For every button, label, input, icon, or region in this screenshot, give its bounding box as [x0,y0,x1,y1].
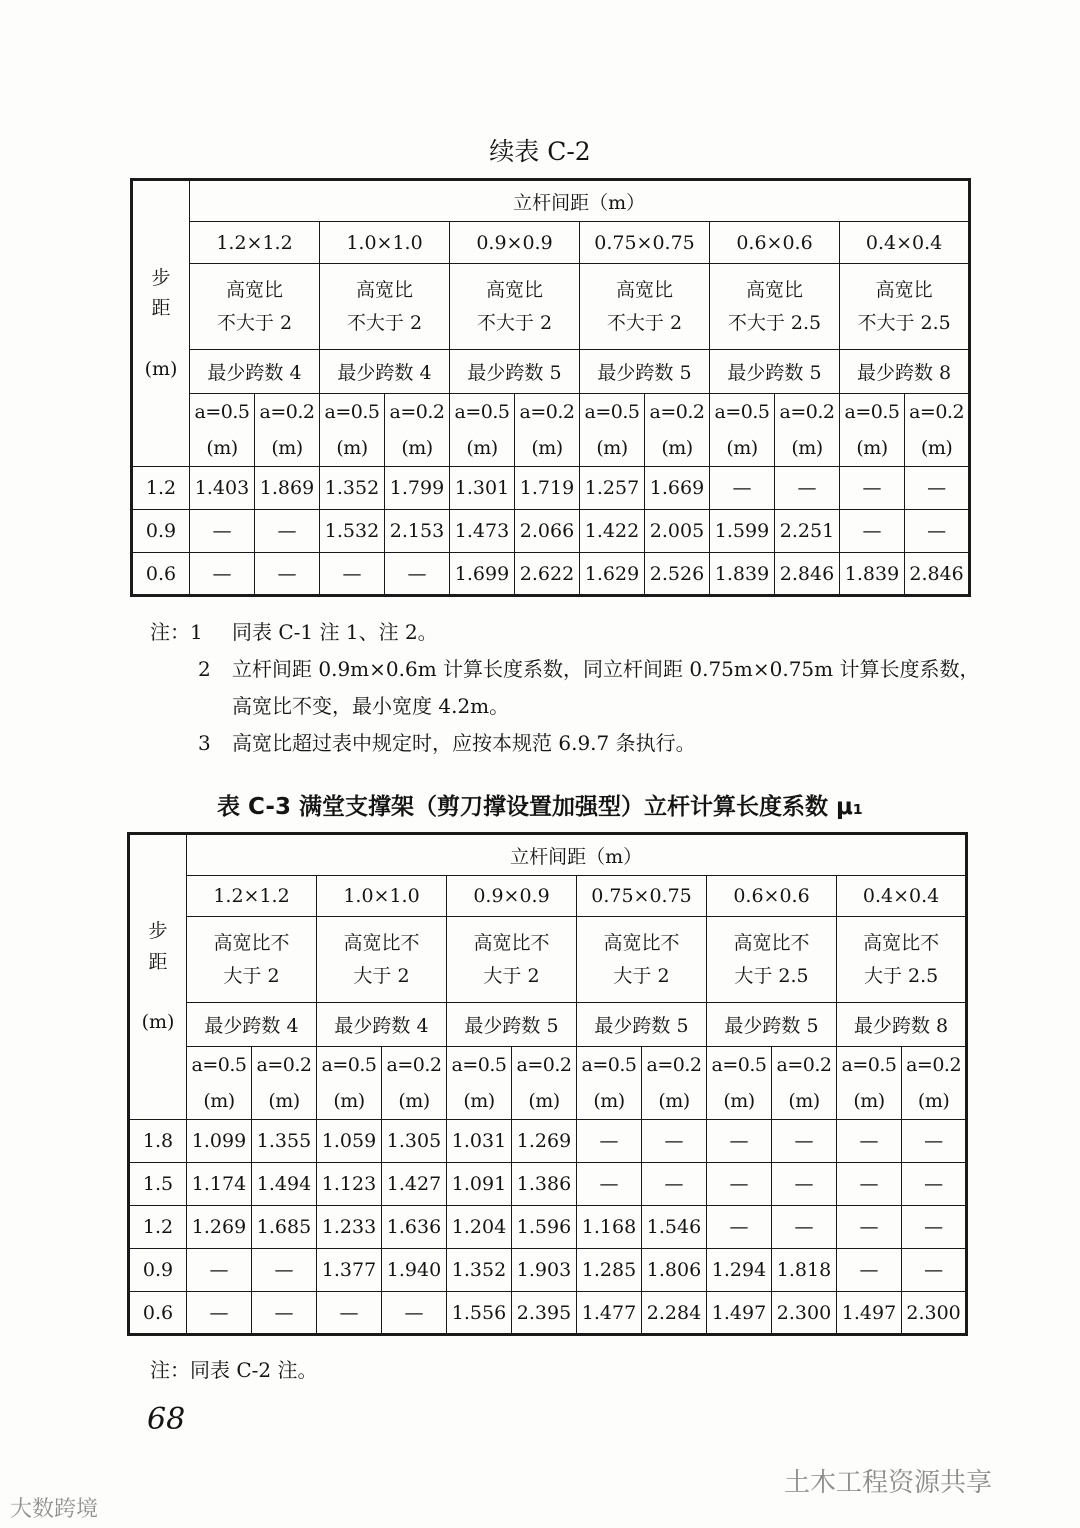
unit-label: (m) [385,430,450,467]
note-number: 注：1 [150,620,203,644]
min-span-count: 最少跨数 5 [447,1003,577,1047]
table-cell: 1.301 [450,467,515,510]
spacing-header: 立杆间距（m） [187,834,967,876]
step-value: 1.5 [129,1163,187,1206]
a-label: a=0.2 [512,1047,577,1083]
table-cell: 1.669 [645,467,710,510]
table-cell: — [837,1249,902,1292]
spacing-value: 1.0×1.0 [317,876,447,917]
a-label: a=0.5 [580,394,645,430]
table-cell: 1.494 [252,1163,317,1206]
table-cell: 2.846 [905,553,970,596]
table-cell: 2.526 [645,553,710,596]
unit-label: (m) [450,430,515,467]
table-cell: — [252,1249,317,1292]
header-row-a-labels [132,394,970,430]
table-cell: 1.556 [447,1292,512,1335]
table-cell: 1.091 [447,1163,512,1206]
table-cell: — [902,1120,967,1163]
unit-label: (m) [775,430,840,467]
min-span-count: 最少跨数 4 [187,1003,317,1047]
min-span-count: 最少跨数 8 [840,350,970,394]
table-cell: 1.477 [577,1292,642,1335]
table-cell: 1.839 [710,553,775,596]
table-cell: 1.099 [187,1120,252,1163]
table-cell: 1.352 [320,467,385,510]
note-text: 高宽比超过表中规定时，应按本规范 6.9.7 条执行。 [232,731,696,755]
min-span-count: 最少跨数 4 [190,350,320,394]
table-cell: 1.204 [447,1206,512,1249]
table-cell: 1.377 [317,1249,382,1292]
table-cell: 1.427 [382,1163,447,1206]
unit-label: (m) [772,1083,837,1120]
unit-label: (m) [840,430,905,467]
table-cell: — [255,510,320,553]
min-span-count: 最少跨数 5 [450,350,580,394]
spacing-value: 0.9×0.9 [450,222,580,264]
table-cell: — [840,467,905,510]
a-label: a=0.2 [515,394,580,430]
header-row-ratios [132,264,970,350]
table-cell: 1.719 [515,467,580,510]
table-cell: 1.806 [642,1249,707,1292]
min-span-count: 最少跨数 4 [320,350,450,394]
unit-label: (m) [255,430,320,467]
aspect-ratio-limit: 高宽比 不大于 2.5 [840,264,970,350]
a-label: a=0.5 [187,1047,252,1083]
table-cell: 1.497 [837,1292,902,1335]
table2 [127,832,968,1336]
table-cell: 1.285 [577,1249,642,1292]
aspect-ratio-limit: 高宽比 不大于 2 [580,264,710,350]
table-cell: 2.066 [515,510,580,553]
table-cell: — [317,1292,382,1335]
min-span-count: 最少跨数 5 [710,350,840,394]
aspect-ratio-limit: 高宽比不 大于 2.5 [837,917,967,1003]
note-text: 立杆间距 0.9m×0.6m 计算长度系数，同立杆间距 0.75m×0.75m 计算长度系数，高宽比不变，最小宽度 4.2m。 [232,657,980,718]
header-row-units [132,430,970,467]
table-cell: 1.599 [710,510,775,553]
table-cell: — [190,510,255,553]
a-label: a=0.2 [645,394,710,430]
note-item [150,651,980,725]
unit-label: (m) [580,430,645,467]
a-label: a=0.5 [190,394,255,430]
unit-label: (m) [382,1083,447,1120]
table-cell: 1.269 [512,1120,577,1163]
note-number: 2 [198,657,211,681]
note-item [150,614,980,651]
table-cell: — [905,510,970,553]
table-cell: 1.497 [707,1292,772,1335]
table-row [129,1249,967,1292]
step-value: 1.2 [129,1206,187,1249]
spacing-value: 0.75×0.75 [580,222,710,264]
table-cell: — [772,1120,837,1163]
note-text: 同表 C-1 注 1、注 2。 [232,620,438,644]
table-cell: 1.168 [577,1206,642,1249]
table-cell: — [385,553,450,596]
table-row [129,1120,967,1163]
table-cell: — [190,553,255,596]
table-cell: 1.422 [580,510,645,553]
table-cell: — [902,1206,967,1249]
step-label: 步 距 (m) [132,180,190,467]
table-cell: 1.869 [255,467,320,510]
table-cell: — [837,1120,902,1163]
header-row-spacing [129,834,967,876]
table-row [132,553,970,596]
min-span-count: 最少跨数 8 [837,1003,967,1047]
unit-label: (m) [447,1083,512,1120]
table-cell: — [187,1249,252,1292]
header-row-a-labels [129,1047,967,1083]
table-cell: 2.284 [642,1292,707,1335]
a-label: a=0.5 [317,1047,382,1083]
table-cell: — [255,553,320,596]
table-cell: 1.818 [772,1249,837,1292]
table-cell: 2.395 [512,1292,577,1335]
table-cell: — [707,1163,772,1206]
spacing-value: 0.6×0.6 [707,876,837,917]
step-value: 0.9 [132,510,190,553]
unit-label: (m) [512,1083,577,1120]
table-row [132,467,970,510]
table-cell: 1.839 [840,553,905,596]
table-cell: 1.940 [382,1249,447,1292]
spacing-value: 0.75×0.75 [577,876,707,917]
header-row-spacing [132,180,970,222]
unit-label: (m) [707,1083,772,1120]
table-cell: — [775,467,840,510]
table-cell: 1.174 [187,1163,252,1206]
a-label: a=0.2 [902,1047,967,1083]
aspect-ratio-limit: 高宽比 不大于 2 [320,264,450,350]
unit-label: (m) [645,430,710,467]
watermark-left: 大数跨境 [10,1497,99,1522]
table-cell: 1.233 [317,1206,382,1249]
aspect-ratio-limit: 高宽比不 大于 2 [187,917,317,1003]
table-cell: 1.903 [512,1249,577,1292]
a-label: a=0.5 [837,1047,902,1083]
table-row [132,510,970,553]
table-cell: 1.636 [382,1206,447,1249]
unit-label: (m) [317,1083,382,1120]
table-cell: 2.846 [775,553,840,596]
table-cell: 1.355 [252,1120,317,1163]
table1 [130,178,971,597]
table-cell: — [707,1206,772,1249]
table2-notes: 注：同表 C-2 注。 [150,1358,318,1382]
step-value: 0.6 [129,1292,187,1335]
table-cell: 1.596 [512,1206,577,1249]
spacing-value: 0.4×0.4 [840,222,970,264]
table1-caption: 续表 C-2 [489,137,591,166]
table-cell: — [252,1292,317,1335]
aspect-ratio-limit: 高宽比 不大于 2 [450,264,580,350]
a-label: a=0.5 [840,394,905,430]
table-cell: — [902,1163,967,1206]
table-cell: 2.251 [775,510,840,553]
unit-label: (m) [187,1083,252,1120]
table-cell: 1.305 [382,1120,447,1163]
table-cell: — [772,1206,837,1249]
a-label: a=0.5 [707,1047,772,1083]
table-cell: 2.153 [385,510,450,553]
spacing-value: 1.0×1.0 [320,222,450,264]
aspect-ratio-limit: 高宽比不 大于 2 [577,917,707,1003]
table-cell: — [577,1163,642,1206]
min-span-count: 最少跨数 4 [317,1003,447,1047]
aspect-ratio-limit: 高宽比不 大于 2 [317,917,447,1003]
min-span-count: 最少跨数 5 [707,1003,837,1047]
table-cell: 1.031 [447,1120,512,1163]
a-label: a=0.2 [382,1047,447,1083]
aspect-ratio-limit: 高宽比不 大于 2.5 [707,917,837,1003]
table-row [129,1292,967,1335]
a-label: a=0.2 [905,394,970,430]
spacing-value: 1.2×1.2 [187,876,317,917]
step-value: 0.6 [132,553,190,596]
step-value: 1.2 [132,467,190,510]
table-cell: — [905,467,970,510]
step-label: 步 距 (m) [129,834,187,1120]
spacing-value: 0.6×0.6 [710,222,840,264]
table-cell: — [772,1163,837,1206]
aspect-ratio-limit: 高宽比不 大于 2 [447,917,577,1003]
a-label: a=0.5 [450,394,515,430]
table-cell: — [840,510,905,553]
table-cell: 1.386 [512,1163,577,1206]
unit-label: (m) [252,1083,317,1120]
table-cell: 1.269 [187,1206,252,1249]
table-cell: — [320,553,385,596]
table-cell: 1.629 [580,553,645,596]
table1-notes [150,614,980,762]
a-label: a=0.5 [320,394,385,430]
header-row-spacings [132,222,970,264]
table-cell: — [902,1249,967,1292]
header-row-ratios [129,917,967,1003]
table-cell: — [642,1120,707,1163]
table-cell: 2.300 [902,1292,967,1335]
table-cell: — [577,1120,642,1163]
note-item [150,725,980,762]
table-cell: 1.294 [707,1249,772,1292]
table-cell: 1.685 [252,1206,317,1249]
unit-label: (m) [190,430,255,467]
table-cell: 1.546 [642,1206,707,1249]
header-row-units [129,1083,967,1120]
unit-label: (m) [710,430,775,467]
a-label: a=0.2 [642,1047,707,1083]
table-cell: 1.352 [447,1249,512,1292]
a-label: a=0.5 [447,1047,512,1083]
aspect-ratio-limit: 高宽比 不大于 2.5 [710,264,840,350]
a-label: a=0.5 [577,1047,642,1083]
table-cell: — [837,1163,902,1206]
watermark-right: 土木工程资源共享 [784,1468,993,1498]
spacing-value: 0.9×0.9 [447,876,577,917]
a-label: a=0.2 [255,394,320,430]
table-cell: — [710,467,775,510]
spacing-header: 立杆间距（m） [190,180,970,222]
table-row [129,1163,967,1206]
unit-label: (m) [905,430,970,467]
table-cell: 1.257 [580,467,645,510]
a-label: a=0.2 [252,1047,317,1083]
header-row-min-spans [129,1003,967,1047]
table-cell: — [382,1292,447,1335]
table-cell: 1.699 [450,553,515,596]
min-span-count: 最少跨数 5 [580,350,710,394]
table-cell: 1.532 [320,510,385,553]
table-cell: 1.059 [317,1120,382,1163]
unit-label: (m) [837,1083,902,1120]
step-value: 1.8 [129,1120,187,1163]
aspect-ratio-limit: 高宽比 不大于 2 [190,264,320,350]
table-cell: 1.403 [190,467,255,510]
header-row-min-spans [132,350,970,394]
table-cell: — [837,1206,902,1249]
table-cell: 2.005 [645,510,710,553]
a-label: a=0.5 [710,394,775,430]
unit-label: (m) [515,430,580,467]
page-number: 68 [147,1402,186,1437]
unit-label: (m) [902,1083,967,1120]
table-row [129,1206,967,1249]
unit-label: (m) [577,1083,642,1120]
header-row-spacings [129,876,967,917]
step-value: 0.9 [129,1249,187,1292]
table-cell: 1.799 [385,467,450,510]
a-label: a=0.2 [775,394,840,430]
table-cell: 1.473 [450,510,515,553]
table-cell: 2.622 [515,553,580,596]
unit-label: (m) [320,430,385,467]
min-span-count: 最少跨数 5 [577,1003,707,1047]
table-cell: — [707,1120,772,1163]
a-label: a=0.2 [385,394,450,430]
table2-caption: 表 C-3 满堂支撑架（剪刀撑设置加强型）立杆计算长度系数 μ₁ [217,794,863,820]
spacing-value: 1.2×1.2 [190,222,320,264]
table-cell: — [187,1292,252,1335]
spacing-value: 0.4×0.4 [837,876,967,917]
table-cell: 2.300 [772,1292,837,1335]
table-cell: — [642,1163,707,1206]
note-number: 3 [198,731,211,755]
table-cell: 1.123 [317,1163,382,1206]
a-label: a=0.2 [772,1047,837,1083]
unit-label: (m) [642,1083,707,1120]
